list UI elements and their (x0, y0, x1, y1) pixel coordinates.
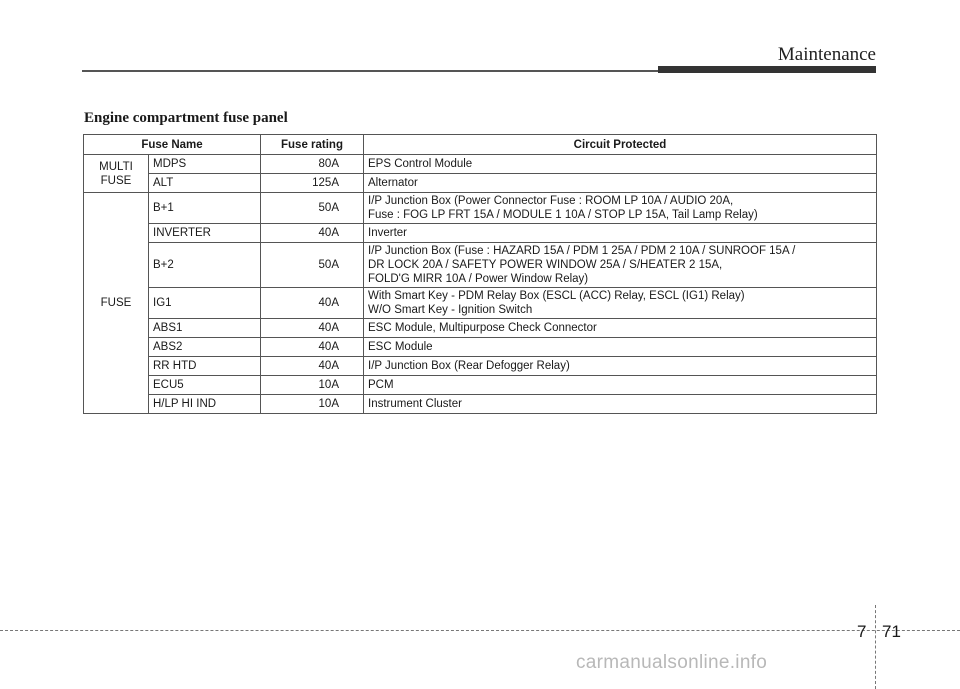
circuit: ESC Module, Multipurpose Check Connector (364, 319, 877, 338)
fuse-rating: 40A (261, 224, 364, 243)
circuit: EPS Control Module (364, 155, 877, 174)
table-header-row (84, 135, 877, 155)
circuit: PCM (364, 376, 877, 395)
fuse-rating: 50A (261, 193, 364, 224)
fuse-rating: 40A (261, 319, 364, 338)
fuse-rating: 40A (261, 357, 364, 376)
fuse-name: ABS1 (149, 319, 261, 338)
fuse-rating: 40A (261, 288, 364, 319)
table-row (84, 288, 877, 319)
circuit: Instrument Cluster (364, 395, 877, 414)
section-title: Maintenance (777, 44, 876, 65)
fuse-table (83, 134, 877, 414)
header-fuse-rating: Fuse rating (261, 135, 364, 155)
fuse-name: INVERTER (149, 224, 261, 243)
table-row (84, 193, 877, 224)
footer-divider (875, 605, 876, 689)
fuse-rating: 10A (261, 395, 364, 414)
header-bar (658, 66, 876, 73)
fuse-rating: 10A (261, 376, 364, 395)
fuse-name: ABS2 (149, 338, 261, 357)
header-circuit: Circuit Protected (364, 135, 877, 155)
table-row (84, 395, 877, 414)
circuit: I/P Junction Box (Power Connector Fuse : ROOM LP 10A / AUDIO 20A, Fuse : FOG LP FRT 15A / MODULE 1 10A / STOP LP 15A, Tail Lamp Relay) (364, 193, 877, 224)
circuit: With Smart Key - PDM Relay Box (ESCL (ACC) Relay, ESCL (IG1) Relay) W/O Smart Key - Ignition Switch (364, 288, 877, 319)
fuse-name: MDPS (149, 155, 261, 174)
table-row (84, 338, 877, 357)
group-multi-fuse: MULTI FUSE (84, 155, 149, 193)
table-row (84, 243, 877, 288)
footer-rule (0, 630, 960, 631)
group-fuse: FUSE (84, 193, 149, 414)
header-rule (82, 70, 660, 72)
table-row (84, 155, 877, 174)
chapter-number: 7 (857, 622, 867, 641)
fuse-name: H/LP HI IND (149, 395, 261, 414)
fuse-name: B+2 (149, 243, 261, 288)
fuse-name: B+1 (149, 193, 261, 224)
fuse-name: RR HTD (149, 357, 261, 376)
table-row (84, 224, 877, 243)
fuse-rating: 80A (261, 155, 364, 174)
fuse-name: IG1 (149, 288, 261, 319)
table-row (84, 319, 877, 338)
fuse-rating: 125A (261, 174, 364, 193)
fuse-rating: 40A (261, 338, 364, 357)
circuit: I/P Junction Box (Rear Defogger Relay) (364, 357, 877, 376)
header-fuse-name: Fuse Name (84, 135, 261, 155)
fuse-name: ECU5 (149, 376, 261, 395)
circuit: Alternator (364, 174, 877, 193)
table-row (84, 357, 877, 376)
fuse-rating: 50A (261, 243, 364, 288)
fuse-name: ALT (149, 174, 261, 193)
table-row (84, 174, 877, 193)
circuit: Inverter (364, 224, 877, 243)
circuit: ESC Module (364, 338, 877, 357)
watermark: carmanualsonline.info (576, 652, 768, 673)
page-number: 71 (882, 622, 901, 641)
page-subtitle: Engine compartment fuse panel (84, 110, 288, 126)
circuit: I/P Junction Box (Fuse : HAZARD 15A / PDM 1 25A / PDM 2 10A / SUNROOF 15A / DR LOCK 20A / SAFETY POWER WINDOW 25A / S/HEATER 2 15A, FOLD'G MIRR 10A / Power Window Relay) (364, 243, 877, 288)
table-row (84, 376, 877, 395)
